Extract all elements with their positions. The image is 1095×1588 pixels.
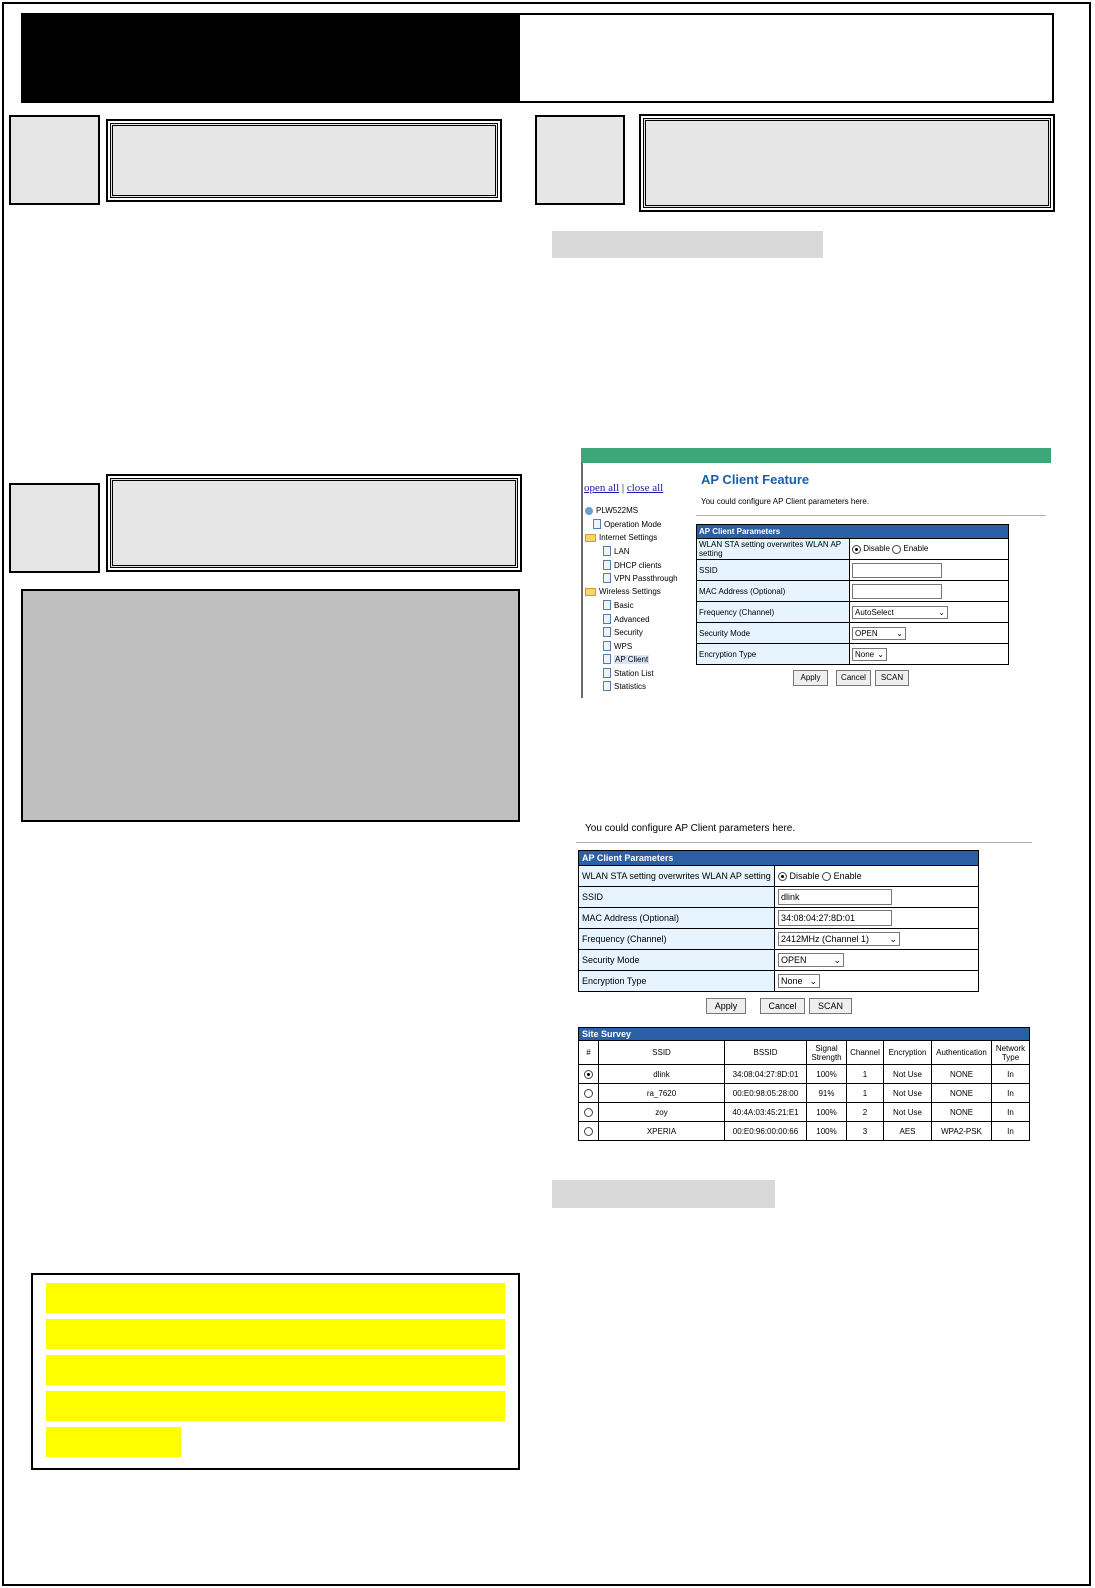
security-mode-select[interactable]: OPEN ⌄ [778,953,844,967]
page-subtitle: You could configure AP Client parameters here. [701,497,870,506]
tree-item-ap-client[interactable]: AP Client [603,654,649,664]
cancel-button[interactable]: Cancel [760,998,805,1014]
ssid-cell: ra_7620 [599,1084,725,1103]
mac-input[interactable] [852,584,942,599]
mac-input[interactable]: 34:08:04:27:8D:01 [778,910,892,926]
step-title-box-3 [110,478,518,568]
auth-cell: NONE [932,1084,992,1103]
sta-setting-options [775,866,979,887]
tree-item-station-list[interactable]: Station List [603,668,654,678]
disable-label: Disable [863,544,890,554]
table-row[interactable] [579,1122,1030,1141]
page-icon [603,560,611,570]
tree-item-lan[interactable]: LAN [603,546,630,556]
tree-item-vpn-passthrough[interactable]: VPN Passthrough [603,573,678,583]
folder-icon [585,588,596,596]
ap-client-screenshot [581,448,1051,698]
chevron-down-icon: ⌄ [896,628,903,638]
security-mode-label: Security Mode [579,950,775,971]
ssid-input[interactable]: dlink [778,889,892,905]
ap-client-params-table [696,524,1009,665]
page-icon [603,573,611,583]
site-survey-table [578,1027,1030,1141]
page-icon [603,627,611,637]
disable-radio[interactable] [852,545,861,554]
ssid-cell: zoy [599,1103,725,1122]
tree-item-security[interactable]: Security [603,627,643,637]
signal-cell: 100% [807,1065,847,1084]
network-select-radio[interactable] [584,1108,593,1117]
enable-label: Enable [903,544,929,554]
bssid-cell: 00:E0:96:00:00:66 [725,1122,807,1141]
encryption-type-label: Encryption Type [697,644,850,665]
encryption-cell: AES [884,1122,932,1141]
chevron-down-icon: ⌄ [833,955,841,965]
page-icon [603,614,611,624]
encryption-cell: Not Use [884,1103,932,1122]
column-header: Network Type [992,1041,1030,1065]
table-header: AP Client Parameters [697,525,1009,539]
network-select-radio[interactable] [584,1127,593,1136]
encryption-cell: Not Use [884,1065,932,1084]
site-survey-header: Site Survey [579,1028,1030,1041]
frequency-label: Frequency (Channel) [579,929,775,950]
highlight-line-5 [46,1427,181,1457]
tree-item-dhcp-clients[interactable]: DHCP clients [603,560,661,570]
table-header: AP Client Parameters [579,851,979,866]
site-survey-screenshot [576,818,1032,1148]
open-all-link[interactable]: open all [584,482,620,494]
ssid-label: SSID [579,887,775,908]
disable-radio[interactable] [778,872,787,881]
page-subtitle: You could configure AP Client parameters here. [585,823,796,834]
scan-button[interactable]: SCAN [875,670,909,686]
ap-client-params-table [578,850,979,992]
chevron-down-icon: ⌄ [877,649,884,659]
bssid-cell: 34:08:04:27:8D:01 [725,1065,807,1084]
tree-item-operation-mode[interactable]: Operation Mode [593,519,661,529]
tree-item-wps[interactable]: WPS [603,641,632,651]
disable-label: Disable [789,870,820,881]
table-row[interactable] [579,1065,1030,1084]
auth-cell: NONE [932,1065,992,1084]
type-cell: In [992,1084,1030,1103]
network-select-radio[interactable] [584,1089,593,1098]
tree-item-wireless-settings[interactable]: Wireless Settings [585,587,661,596]
channel-cell: 1 [847,1084,884,1103]
auth-cell: WPA2-PSK [932,1122,992,1141]
sta-setting-options [850,539,1009,560]
device-icon [585,507,593,515]
channel-cell: 3 [847,1122,884,1141]
info-panel [21,589,520,822]
step-number-box-3 [9,483,100,573]
ssid-cell: dlink [599,1065,725,1084]
highlight-line-2 [46,1319,505,1349]
step-title-box-2 [643,118,1051,208]
top-banner [581,448,1051,463]
ssid-input[interactable] [852,563,942,578]
header-title-block [21,13,521,103]
tree-item-root[interactable]: PLW522MS [585,506,638,515]
tree-item-basic[interactable]: Basic [603,600,634,610]
page-icon [603,600,611,610]
header-info-block [520,13,1054,103]
signal-cell: 100% [807,1122,847,1141]
column-header: BSSID [725,1041,807,1065]
column-header: Authentication [932,1041,992,1065]
frequency-label: Frequency (Channel) [697,602,850,623]
page-icon [603,546,611,556]
apply-button[interactable]: Apply [793,670,828,686]
step-number-box-2 [535,115,625,205]
chevron-down-icon: ⌄ [809,976,817,986]
type-cell: In [992,1065,1030,1084]
highlight-line-3 [46,1355,505,1385]
security-mode-select[interactable]: OPEN ⌄ [852,627,906,640]
tree-item-internet-settings[interactable]: Internet Settings [585,533,657,542]
frequency-select[interactable]: 2412MHz (Channel 1) ⌄ [778,932,900,946]
ssid-label: SSID [697,560,850,581]
type-cell: In [992,1122,1030,1141]
cancel-button[interactable]: Cancel [836,670,871,686]
divider [576,842,1032,843]
note-box [31,1273,520,1470]
section-label-bar-2 [552,1180,775,1208]
network-select-radio[interactable] [584,1070,593,1079]
enable-label: Enable [833,870,862,881]
page-icon [603,668,611,678]
column-header: SSID [599,1041,725,1065]
encryption-type-select[interactable]: None ⌄ [778,974,820,988]
step-title-box-1 [110,123,498,198]
column-header: Signal Strength [807,1041,847,1065]
page-icon [593,519,601,529]
frame-edge [581,463,583,698]
scan-button[interactable]: SCAN [809,998,852,1014]
page-icon [603,641,611,651]
page-icon [603,654,611,664]
mac-label: MAC Address (Optional) [697,581,850,602]
table-row[interactable] [579,1084,1030,1103]
chevron-down-icon: ⌄ [938,607,945,617]
step-number-box-1 [9,115,100,205]
type-cell: In [992,1103,1030,1122]
tree-item-statistics[interactable]: Statistics [603,681,646,691]
signal-cell: 100% [807,1103,847,1122]
link-separator: | [621,482,625,494]
highlight-line-1 [46,1283,505,1313]
encryption-type-select[interactable]: None ⌄ [852,648,887,661]
sta-setting-label: WLAN STA setting overwrites WLAN AP setting [697,539,850,560]
channel-cell: 2 [847,1103,884,1122]
encryption-cell: Not Use [884,1084,932,1103]
sta-setting-label: WLAN STA setting overwrites WLAN AP setting [579,866,775,887]
signal-cell: 91% [807,1084,847,1103]
security-mode-label: Security Mode [697,623,850,644]
close-all-link[interactable]: close all [626,482,664,494]
column-header: # [579,1041,599,1065]
column-header: Encryption [884,1041,932,1065]
bssid-cell: 00:E0:98:05:28:00 [725,1084,807,1103]
table-row[interactable] [579,1103,1030,1122]
auth-cell: NONE [932,1103,992,1122]
folder-icon [585,534,596,542]
apply-button[interactable]: Apply [706,998,746,1014]
highlight-line-4 [46,1391,505,1421]
ssid-cell: XPERIA [599,1122,725,1141]
channel-cell: 1 [847,1065,884,1084]
mac-label: MAC Address (Optional) [579,908,775,929]
tree-item-advanced[interactable]: Advanced [603,614,650,624]
page-icon [603,681,611,691]
tree-controls [584,482,663,494]
section-label-bar-1 [552,231,823,258]
chevron-down-icon: ⌄ [889,934,897,944]
enable-radio[interactable] [822,872,831,881]
encryption-type-label: Encryption Type [579,971,775,992]
bssid-cell: 40:4A:03:45:21:E1 [725,1103,807,1122]
enable-radio[interactable] [892,545,901,554]
column-header: Channel [847,1041,884,1065]
divider [696,515,1046,516]
frequency-select[interactable]: AutoSelect ⌄ [852,606,948,619]
page-title: AP Client Feature [701,472,810,487]
